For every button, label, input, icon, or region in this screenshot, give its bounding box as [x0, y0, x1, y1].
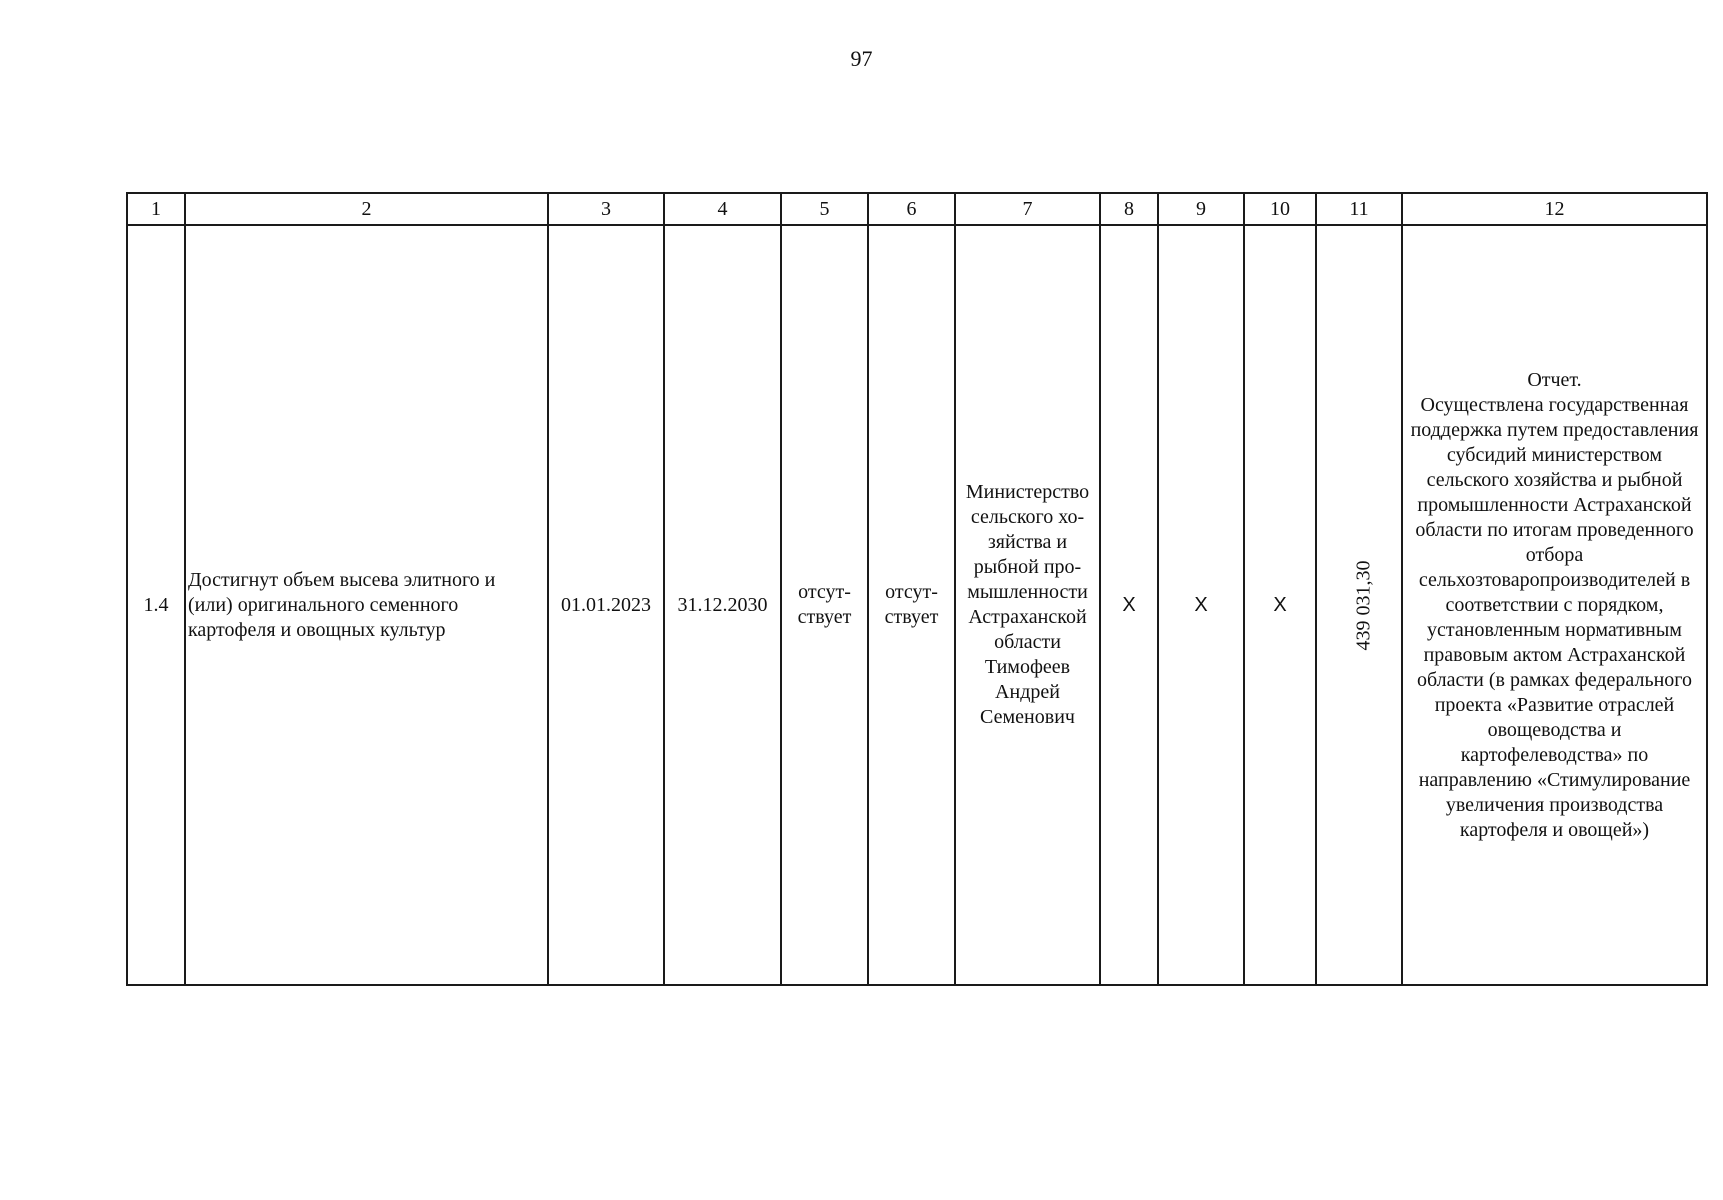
col9-mark: Х — [1158, 225, 1244, 985]
column-header: 7 — [955, 193, 1100, 225]
column-header: 1 — [127, 193, 185, 225]
responsible-executor — [955, 225, 1100, 985]
column-header: 6 — [868, 193, 955, 225]
start-date: 01.01.2023 — [548, 225, 664, 985]
column-header: 5 — [781, 193, 868, 225]
responsible-line: сельского хо- — [970, 506, 1085, 528]
report-text: Осуществлена государственная поддержка путем предоставления субсидий министерством сельского хозяйства и рыбной промышленности Астраханской области по итогам проведенного отбора сельхозтоваропроизводителей в соответствии с порядком, установленным нормативным правовым актом Астраханской области (в рамках федерального проекта «Развитие отраслей овощеводства и картофелеводства» по направлению «Стимулирование увеличения производства картофеля и овощей») — [1410, 393, 1699, 841]
column-header: 10 — [1244, 193, 1316, 225]
column-header: 3 — [548, 193, 664, 225]
responsible-line: Семенович — [980, 706, 1075, 728]
responsible-line: Андрей — [995, 681, 1060, 703]
col5-value: отсут-ствует — [781, 225, 868, 985]
column-header: 4 — [664, 193, 781, 225]
column-header: 12 — [1402, 193, 1707, 225]
result-name: Достигнут объем высева элитного и (или) оригинального семенного картофеля и овощных культур — [185, 225, 548, 985]
col6-value: отсут-ствует — [868, 225, 955, 985]
responsible-line: области — [994, 631, 1061, 653]
responsible-line: Астраханской — [968, 606, 1087, 628]
report-title: Отчет. — [1527, 368, 1582, 391]
table-row — [127, 225, 1707, 985]
column-header: 2 — [185, 193, 548, 225]
row-number: 1.4 — [127, 225, 185, 985]
responsible-line: рыбной про- — [973, 556, 1082, 578]
amount-cell — [1316, 225, 1402, 985]
header-row — [127, 193, 1707, 225]
report-table — [126, 192, 1708, 986]
amount-value: 439 031,30 — [1352, 560, 1375, 650]
column-header: 8 — [1100, 193, 1158, 225]
column-header: 9 — [1158, 193, 1244, 225]
col10-mark: Х — [1244, 225, 1316, 985]
responsible-line: мышленности — [967, 581, 1088, 603]
responsible-line: Тимофеев — [984, 656, 1071, 678]
col8-mark: Х — [1100, 225, 1158, 985]
column-header: 11 — [1316, 193, 1402, 225]
responsible-line: зяйства и — [987, 531, 1068, 553]
end-date: 31.12.2030 — [664, 225, 781, 985]
responsible-line: Министерство — [965, 481, 1090, 503]
page-number: 97 — [850, 46, 873, 71]
report-cell — [1402, 225, 1707, 985]
